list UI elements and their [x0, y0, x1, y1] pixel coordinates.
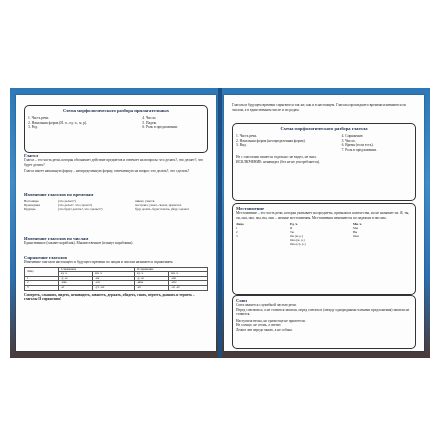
verb-scheme-item: 3. Вид. — [236, 143, 247, 148]
table-cell: 2 — [236, 230, 238, 235]
table-subheader: ед. ч. — [134, 272, 168, 277]
table-cell: -ет — [58, 285, 92, 290]
table-cell: -ат, -ят — [169, 285, 208, 290]
tense-question: (что будет делать?, что сделает?) — [58, 207, 103, 211]
conjugation-table — [24, 267, 208, 291]
table-cell: -ишь — [134, 281, 168, 286]
verb-scheme-title: Схема морфологического разбора глагола — [280, 126, 368, 131]
conjugation-text: Изменение глаголов настоящего и будущего времени по лицам и числам называется спряжением. — [24, 260, 174, 264]
verb-scheme-item: 7. Роль в предложении. — [341, 147, 378, 152]
verb-scheme-item: 4. Спряжение. — [341, 134, 364, 138]
pronoun-title: Местоимение — [236, 206, 265, 211]
pronoun-definition: Местоимение – это часть речи, которая указывает на предметы, признаки и количества, но не называет их. Я, ты, он, она, оно, мы, вы, они – личные местоимения. Местоимения изменяются по падежам и числам. — [236, 211, 410, 220]
tense-title: Изменение глаголов по временам — [24, 192, 94, 197]
number-text: Единственное (плывет кораблик). Множественное (плывут кораблики). — [24, 241, 134, 245]
tense-example: пишет, учится. — [135, 199, 156, 203]
conjunction-example: Лежит лев передо мною, а не собака. — [236, 327, 293, 332]
table-header: Ед. ч. — [290, 222, 298, 227]
verb-initial-form: Глагол имеет начальную форму – неопределенную форму, отвечающую на вопрос что делать?, что сделать? — [24, 169, 190, 174]
table-cell: -ут, -ют — [92, 285, 134, 290]
table-cell: Ты — [290, 230, 294, 235]
right-page — [224, 95, 424, 351]
table-cell: Я — [290, 226, 293, 231]
verb-title: Глагол — [24, 153, 39, 158]
table-cell: 1 — [25, 276, 59, 281]
table-subheader: ед. ч. — [58, 272, 92, 277]
tense-name: Прошедшее — [24, 203, 41, 207]
pronoun-table — [236, 222, 412, 246]
tense-question: (что делал?, что сделал?) — [58, 203, 92, 207]
conjunction-example: Наступила весна, но грачи еще не прилетели. — [236, 318, 306, 323]
table-cell: 3 — [25, 285, 59, 290]
adjective-scheme-box — [24, 105, 208, 153]
table-cell: Они — [353, 234, 359, 239]
verb-scheme-item: 6. Время (если есть). — [341, 143, 374, 148]
tense-name: Настоящее — [24, 199, 39, 203]
number-section — [24, 236, 208, 246]
table-cell: Мы — [353, 226, 358, 231]
conjugation-title: Спряжение глаголов — [24, 255, 67, 260]
table-header: I спряжение — [58, 267, 134, 272]
table-header: Лицо — [25, 267, 59, 276]
tense-question: (что делает?) — [58, 199, 76, 203]
table-cell: -ешь — [58, 281, 92, 286]
negation-exception: ИСКЛЮЧЕНИЕ: ненавидел (без не не употребляется). — [236, 159, 320, 164]
table-cell: Она (ж. р.) — [290, 238, 305, 243]
table-row — [25, 285, 208, 290]
table-cell: -у, -ю — [134, 276, 168, 281]
table-cell: 3 — [236, 234, 238, 239]
tense-name: Будущее — [24, 207, 36, 211]
table-cell: Оно (ср. р.) — [290, 242, 306, 247]
tense-section — [24, 192, 208, 211]
adj-item: 4. Число. — [142, 116, 157, 120]
table-cell: 1 — [236, 226, 238, 231]
negation-rule: Не с глаголами пишется отдельно: не видел, не знал. — [236, 155, 317, 160]
number-title: Изменение глаголов по числам — [24, 236, 89, 241]
verb-scheme-item: 1. Часть речи. — [236, 134, 258, 138]
conjunction-definition: Союз является служебной частью речи. — [236, 303, 297, 307]
adj-item: 5. Падеж. — [142, 120, 157, 125]
adj-item: 3. Род. — [28, 125, 38, 130]
pronoun-box — [232, 203, 416, 295]
table-header: II спряжение — [134, 267, 207, 272]
table-header: Мн. ч. — [353, 222, 363, 227]
conjugation-section — [24, 255, 208, 302]
verb-scheme-item: 5. Число. — [341, 138, 356, 143]
table-cell — [353, 242, 412, 246]
conjunction-box — [232, 295, 416, 349]
adjective-scheme-title: Схема морфологического разбора прилагательных — [62, 108, 170, 113]
tense-example: построил, узнал, сказал, прилетел. — [135, 203, 182, 207]
table-subheader: мн. ч. — [92, 272, 134, 277]
tense-example: буду делать, будет пахать, уйду, сделает. — [135, 207, 190, 211]
book-spine — [218, 88, 222, 358]
adj-item: 6. Роль в предложении. — [142, 125, 178, 130]
verb-section — [24, 153, 208, 174]
verb-definition: Глагол – это часть речи, которая обозначает действие предметов и отвечает на вопросы: что делать?, что делает?, что будет делать? — [24, 158, 204, 167]
table-subheader: мн. ч. — [169, 272, 208, 277]
conjugation-exceptions: Смотреть, слышать, видеть, ненавидеть, зависеть, держать, обидеть, гнать, вертеть, дышать и терпеть – глаголы II спряжения! — [24, 292, 195, 302]
left-page — [16, 95, 216, 351]
verb-scheme-item: 2. Начальная форма (неопределенная форма). — [236, 138, 306, 143]
future-tense-text: Глаголы в будущем времени спрягаются так же, как и в настоящем. Глаголы прошедшего времени изменяются по числам, а в единственном числе и по родам. — [232, 103, 407, 112]
table-cell: Он (м. р.) — [290, 234, 303, 239]
verb-scheme-box — [232, 123, 416, 201]
table-header: Лицо — [236, 222, 244, 227]
table-cell: -ите — [169, 281, 208, 286]
table-cell: 2 — [25, 281, 59, 286]
table-cell: Вы — [353, 230, 358, 235]
conjunction-rule: Перед союзами и, а не ставится запятая, перед союзом и (между однородными членами предложения) запятая не ставится. — [236, 307, 410, 317]
adj-item: 2. Начальная форма (И. п., ед. ч., м. р). — [28, 120, 88, 125]
adj-item: 1. Часть речи. — [28, 116, 50, 120]
table-cell — [236, 242, 286, 246]
conjunction-example: Не солнце, не огонь, а светит. — [236, 323, 282, 328]
table-cell: -ит — [134, 285, 168, 290]
conjunction-title: Союз — [236, 298, 247, 303]
table-cell: -им — [169, 276, 208, 281]
future-tense-note — [232, 103, 416, 112]
table-cell: -у, -ю — [58, 276, 92, 281]
table-cell: -ем — [92, 276, 134, 281]
table-cell: -ете — [92, 281, 134, 286]
